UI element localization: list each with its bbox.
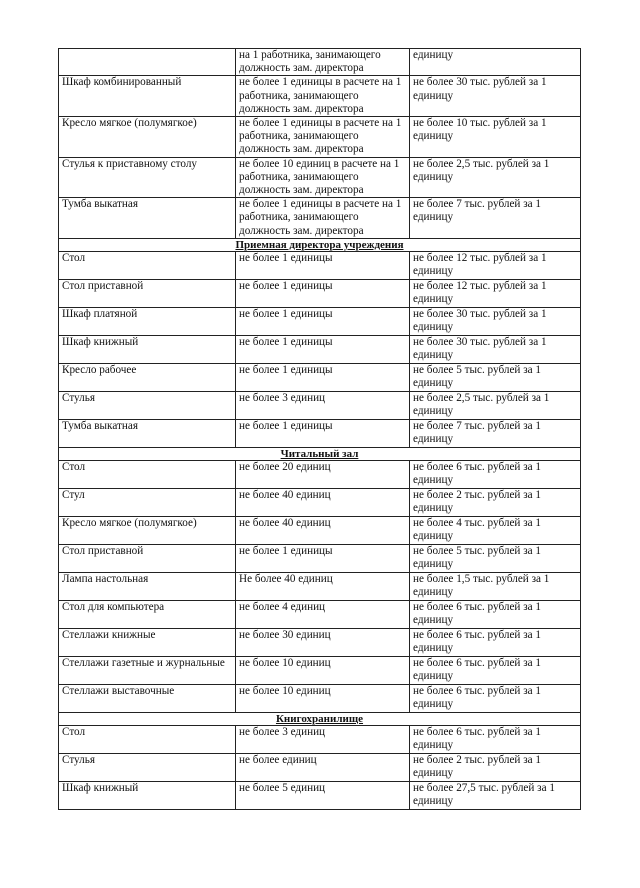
- section-header-row: [59, 447, 581, 460]
- table-row: [59, 781, 581, 809]
- item-name-cell: Стол: [59, 460, 236, 488]
- item-name-cell: Шкаф платяной: [59, 307, 236, 335]
- item-name-cell: Шкаф книжный: [59, 781, 236, 809]
- quantity-cell: не более 3 единиц: [236, 391, 410, 419]
- section-title-text: Приемная директора учреждения: [235, 238, 404, 251]
- price-cell: не более 12 тыс. рублей за 1 единицу: [410, 251, 581, 279]
- table-row: [59, 516, 581, 544]
- quantity-cell: не более 1 единицы в расчете на 1 работника, занимающего должность зам. директора: [236, 198, 410, 239]
- table-row: [59, 419, 581, 447]
- item-name-cell: Стол для компьютера: [59, 600, 236, 628]
- quantity-cell: не более 1 единицы: [236, 363, 410, 391]
- item-name-cell: Лампа настольная: [59, 572, 236, 600]
- table-row: [59, 628, 581, 656]
- price-cell: не более 10 тыс. рублей за 1 единицу: [410, 117, 581, 158]
- item-name-cell: Стулья к приставному столу: [59, 157, 236, 198]
- price-cell: не более 2,5 тыс. рублей за 1 единицу: [410, 157, 581, 198]
- item-name-cell: Шкаф книжный: [59, 335, 236, 363]
- table-row: [59, 76, 581, 117]
- item-name-cell: Стол: [59, 725, 236, 753]
- item-name-cell: Кресло рабочее: [59, 363, 236, 391]
- table-row: [59, 363, 581, 391]
- table-row: [59, 117, 581, 158]
- price-cell: не более 27,5 тыс. рублей за 1 единицу: [410, 781, 581, 809]
- item-name-cell: Стеллажи выставочные: [59, 684, 236, 712]
- price-cell: не более 6 тыс. рублей за 1 единицу: [410, 725, 581, 753]
- price-cell: не более 30 тыс. рублей за 1 единицу: [410, 335, 581, 363]
- quantity-cell: не более 1 единицы: [236, 335, 410, 363]
- table-row: [59, 488, 581, 516]
- table-row: [59, 753, 581, 781]
- table-row: [59, 460, 581, 488]
- quantity-cell: не более 10 единиц: [236, 656, 410, 684]
- table-row: [59, 279, 581, 307]
- price-cell: не более 6 тыс. рублей за 1 единицу: [410, 600, 581, 628]
- item-name-cell: Кресло мягкое (полумягкое): [59, 516, 236, 544]
- item-name-cell: Стеллажи книжные: [59, 628, 236, 656]
- section-title-text: Книгохранилище: [275, 712, 364, 725]
- table-row: [59, 49, 581, 76]
- quantity-cell: не более 1 единицы в расчете на 1 работника, занимающего должность зам. директора: [236, 117, 410, 158]
- price-cell: не более 7 тыс. рублей за 1 единицу: [410, 419, 581, 447]
- section-title: [59, 238, 581, 251]
- price-cell: не более 1,5 тыс. рублей за 1 единицу: [410, 572, 581, 600]
- item-name-cell: Стеллажи газетные и журнальные: [59, 656, 236, 684]
- quantity-cell: не более 10 единиц: [236, 684, 410, 712]
- quantity-cell: на 1 работника, занимающего должность зам. директора: [236, 49, 410, 76]
- price-cell: не более 2 тыс. рублей за 1 единицу: [410, 488, 581, 516]
- item-name-cell: [59, 49, 236, 76]
- quantity-cell: не более 1 единицы: [236, 544, 410, 572]
- price-cell: не более 6 тыс. рублей за 1 единицу: [410, 460, 581, 488]
- quantity-cell: не более 1 единицы: [236, 279, 410, 307]
- table-row: [59, 335, 581, 363]
- item-name-cell: Стол приставной: [59, 279, 236, 307]
- quantity-cell: не более 1 единицы: [236, 251, 410, 279]
- item-name-cell: Стол: [59, 251, 236, 279]
- quantity-cell: не более 1 единицы в расчете на 1 работника, занимающего должность зам. директора: [236, 76, 410, 117]
- quantity-cell: не более 4 единиц: [236, 600, 410, 628]
- item-name-cell: Стулья: [59, 391, 236, 419]
- table-row: [59, 198, 581, 239]
- price-cell: не более 6 тыс. рублей за 1 единицу: [410, 628, 581, 656]
- quantity-cell: не более 1 единицы: [236, 419, 410, 447]
- price-cell: не более 6 тыс. рублей за 1 единицу: [410, 684, 581, 712]
- price-cell: не более 30 тыс. рублей за 1 единицу: [410, 307, 581, 335]
- table-row: [59, 544, 581, 572]
- item-name-cell: Стул: [59, 488, 236, 516]
- quantity-cell: не более 40 единиц: [236, 488, 410, 516]
- item-name-cell: Стулья: [59, 753, 236, 781]
- price-cell: не более 6 тыс. рублей за 1 единицу: [410, 656, 581, 684]
- quantity-cell: не более 10 единиц в расчете на 1 работника, занимающего должность зам. директора: [236, 157, 410, 198]
- price-cell: не более 5 тыс. рублей за 1 единицу: [410, 544, 581, 572]
- price-cell: не более 30 тыс. рублей за 1 единицу: [410, 76, 581, 117]
- table-row: [59, 725, 581, 753]
- price-cell: не более 2,5 тыс. рублей за 1 единицу: [410, 391, 581, 419]
- table-row: [59, 307, 581, 335]
- quantity-cell: не более 1 единицы: [236, 307, 410, 335]
- price-cell: единицу: [410, 49, 581, 76]
- table-row: [59, 572, 581, 600]
- item-name-cell: Тумба выкатная: [59, 198, 236, 239]
- price-cell: не более 7 тыс. рублей за 1 единицу: [410, 198, 581, 239]
- item-name-cell: Стол приставной: [59, 544, 236, 572]
- section-title: [59, 447, 581, 460]
- table-row: [59, 684, 581, 712]
- table-row: [59, 600, 581, 628]
- price-cell: не более 5 тыс. рублей за 1 единицу: [410, 363, 581, 391]
- price-cell: не более 2 тыс. рублей за 1 единицу: [410, 753, 581, 781]
- quantity-cell: не более 3 единиц: [236, 725, 410, 753]
- item-name-cell: Шкаф комбинированный: [59, 76, 236, 117]
- section-title-text: Читальный зал: [280, 447, 359, 460]
- quantity-cell: не более 20 единиц: [236, 460, 410, 488]
- price-cell: не более 4 тыс. рублей за 1 единицу: [410, 516, 581, 544]
- quantity-cell: не более единиц: [236, 753, 410, 781]
- table-row: [59, 251, 581, 279]
- quantity-cell: Не более 40 единиц: [236, 572, 410, 600]
- price-cell: не более 12 тыс. рублей за 1 единицу: [410, 279, 581, 307]
- quantity-cell: не более 40 единиц: [236, 516, 410, 544]
- quantity-cell: не более 5 единиц: [236, 781, 410, 809]
- table-row: [59, 656, 581, 684]
- section-header-row: [59, 238, 581, 251]
- item-name-cell: Кресло мягкое (полумягкое): [59, 117, 236, 158]
- item-name-cell: Тумба выкатная: [59, 419, 236, 447]
- furniture-norms-table: [58, 48, 581, 810]
- table-row: [59, 157, 581, 198]
- table-row: [59, 391, 581, 419]
- section-header-row: [59, 712, 581, 725]
- section-title: [59, 712, 581, 725]
- quantity-cell: не более 30 единиц: [236, 628, 410, 656]
